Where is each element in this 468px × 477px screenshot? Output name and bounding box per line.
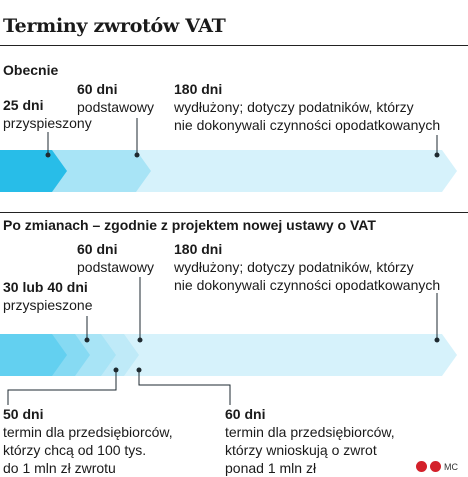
timeline2-marker-60 xyxy=(138,338,143,343)
page-title: Terminy zwrotów VAT xyxy=(3,15,226,37)
timeline1-marker-60 xyxy=(135,153,140,158)
publisher-logo xyxy=(416,461,458,472)
label-50-days: 50 dni termin dla przedsiębiorców, którzy chcą od 100 tys. do 1 mln zł zwrotu xyxy=(3,406,173,476)
label-25-days: 25 dni przyspieszony xyxy=(3,97,92,131)
label-180-days-new: 180 dni wydłużony; dotyczy podatników, którzy nie dokonywali czynności opodatkowanych xyxy=(174,241,441,293)
label-60-days-current: 60 dni podstawowy xyxy=(77,81,155,115)
timeline1-marker-25 xyxy=(46,153,51,158)
label-30-40-days: 30 lub 40 dni przyspieszone xyxy=(3,279,93,313)
logo-mark-icon xyxy=(416,461,427,472)
timeline1-marker-180 xyxy=(435,153,440,158)
section-heading-current: Obecnie xyxy=(3,62,59,78)
credit-text: MC xyxy=(444,461,458,472)
timeline2-marker-30-40 xyxy=(85,338,90,343)
label-60-days-new: 60 dni podstawowy xyxy=(77,241,155,275)
timeline2-marker-180 xyxy=(435,338,440,343)
label-180-days-current: 180 dni wydłużony; dotyczy podatników, którzy nie dokonywali czynności opodatkowanych xyxy=(174,81,441,133)
section-heading-after-changes: Po zmianach – zgodnie z projektem nowej ustawy o VAT xyxy=(3,217,376,233)
logo-mark-icon-2 xyxy=(430,461,441,472)
label-60-days-large-refund: 60 dni termin dla przedsiębiorców, którzy wnioskują o zwrot ponad 1 mln zł xyxy=(225,406,395,476)
